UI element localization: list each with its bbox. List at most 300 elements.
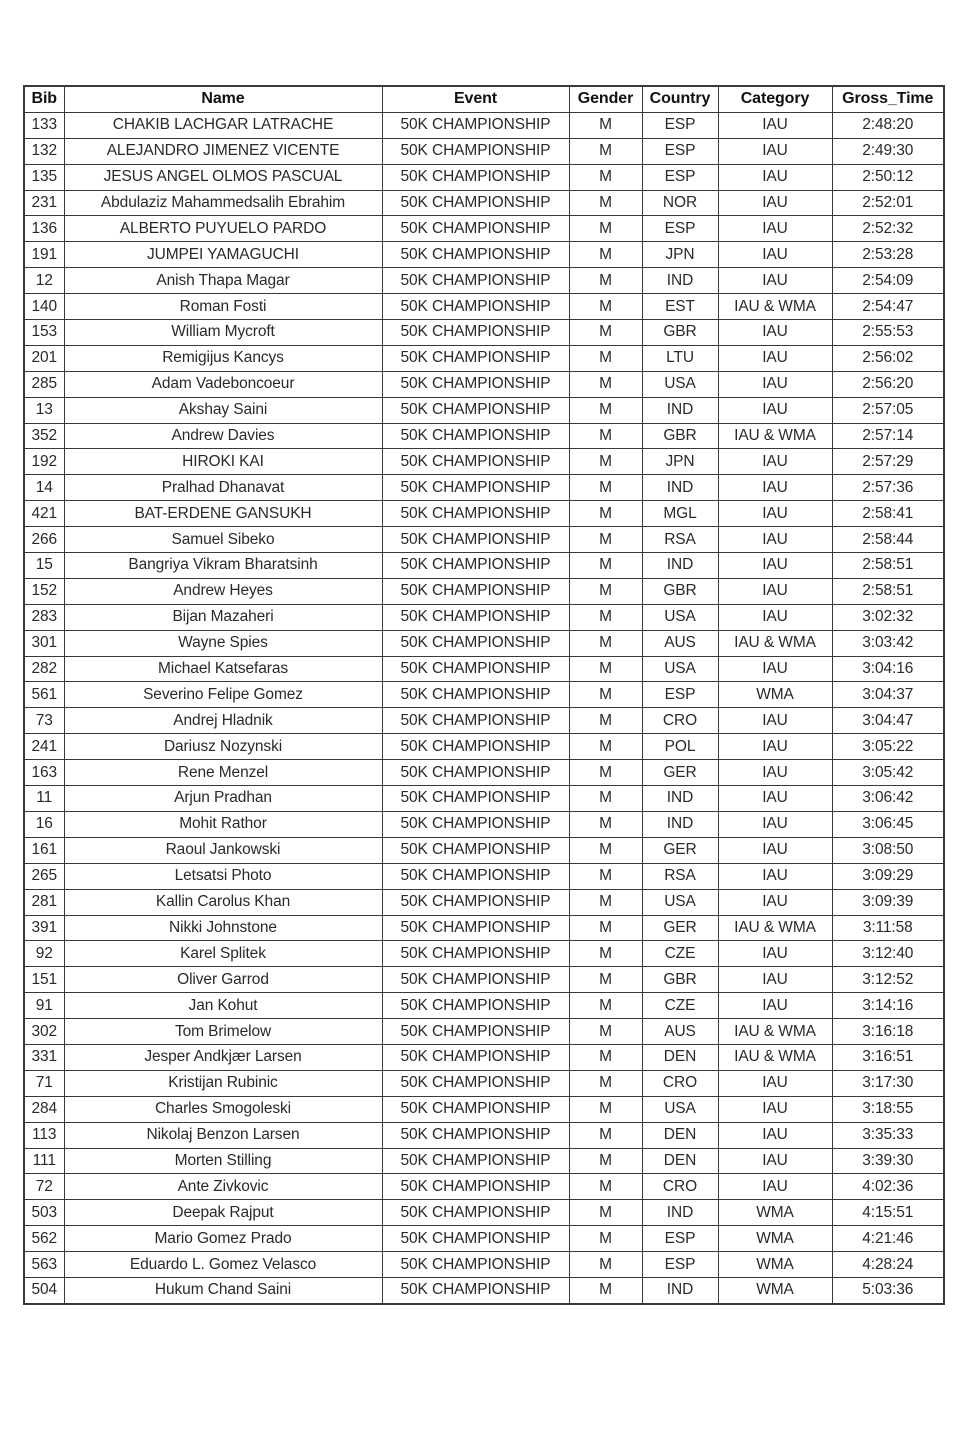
country-cell: JPN [642, 449, 718, 475]
table-row [24, 760, 944, 786]
column-header-name: Name [64, 86, 382, 112]
country-cell: AUS [642, 630, 718, 656]
table-row [24, 915, 944, 941]
gross-time-cell: 3:35:33 [832, 1122, 944, 1148]
table-row [24, 190, 944, 216]
gross-time-cell: 3:09:39 [832, 889, 944, 915]
country-cell: POL [642, 734, 718, 760]
category-cell: IAU [718, 1096, 832, 1122]
bib-cell: 71 [24, 1070, 64, 1096]
event-cell: 50K CHAMPIONSHIP [382, 1200, 569, 1226]
country-cell: ESP [642, 164, 718, 190]
bib-cell: 421 [24, 501, 64, 527]
table-row [24, 811, 944, 837]
event-cell: 50K CHAMPIONSHIP [382, 527, 569, 553]
category-cell: IAU [718, 449, 832, 475]
category-cell: IAU [718, 811, 832, 837]
event-cell: 50K CHAMPIONSHIP [382, 1174, 569, 1200]
country-cell: DEN [642, 1148, 718, 1174]
name-cell: Remigijus Kancys [64, 345, 382, 371]
country-cell: JPN [642, 242, 718, 268]
country-cell: IND [642, 786, 718, 812]
bib-cell: 391 [24, 915, 64, 941]
gender-cell: M [569, 1122, 642, 1148]
name-cell: Charles Smogoleski [64, 1096, 382, 1122]
table-row [24, 708, 944, 734]
event-cell: 50K CHAMPIONSHIP [382, 423, 569, 449]
table-row [24, 449, 944, 475]
gender-cell: M [569, 578, 642, 604]
category-cell: IAU & WMA [718, 630, 832, 656]
name-cell: Samuel Sibeko [64, 527, 382, 553]
country-cell: NOR [642, 190, 718, 216]
category-cell: IAU [718, 941, 832, 967]
table-row [24, 630, 944, 656]
gender-cell: M [569, 1044, 642, 1070]
gross-time-cell: 3:05:22 [832, 734, 944, 760]
name-cell: Letsatsi Photo [64, 863, 382, 889]
category-cell: IAU & WMA [718, 294, 832, 320]
gender-cell: M [569, 1148, 642, 1174]
category-cell: IAU [718, 1122, 832, 1148]
name-cell: HIROKI KAI [64, 449, 382, 475]
event-cell: 50K CHAMPIONSHIP [382, 604, 569, 630]
event-cell: 50K CHAMPIONSHIP [382, 268, 569, 294]
name-cell: Anish Thapa Magar [64, 268, 382, 294]
table-row [24, 889, 944, 915]
table-row [24, 527, 944, 553]
bib-cell: 302 [24, 1019, 64, 1045]
gender-cell: M [569, 242, 642, 268]
gross-time-cell: 3:16:51 [832, 1044, 944, 1070]
event-cell: 50K CHAMPIONSHIP [382, 1070, 569, 1096]
country-cell: IND [642, 811, 718, 837]
gender-cell: M [569, 889, 642, 915]
bib-cell: 12 [24, 268, 64, 294]
name-cell: Mario Gomez Prado [64, 1226, 382, 1252]
category-cell: IAU [718, 837, 832, 863]
country-cell: USA [642, 604, 718, 630]
country-cell: EST [642, 294, 718, 320]
table-row [24, 967, 944, 993]
table-row [24, 578, 944, 604]
gross-time-cell: 3:17:30 [832, 1070, 944, 1096]
event-cell: 50K CHAMPIONSHIP [382, 811, 569, 837]
gender-cell: M [569, 1070, 642, 1096]
event-cell: 50K CHAMPIONSHIP [382, 630, 569, 656]
gender-cell: M [569, 371, 642, 397]
event-cell: 50K CHAMPIONSHIP [382, 760, 569, 786]
table-row [24, 682, 944, 708]
country-cell: ESP [642, 112, 718, 138]
gross-time-cell: 2:58:51 [832, 578, 944, 604]
name-cell: Michael Katsefaras [64, 656, 382, 682]
table-row [24, 1044, 944, 1070]
event-cell: 50K CHAMPIONSHIP [382, 190, 569, 216]
event-cell: 50K CHAMPIONSHIP [382, 656, 569, 682]
gross-time-cell: 2:58:44 [832, 527, 944, 553]
table-row [24, 164, 944, 190]
gender-cell: M [569, 630, 642, 656]
event-cell: 50K CHAMPIONSHIP [382, 449, 569, 475]
table-row [24, 941, 944, 967]
name-cell: JESUS ANGEL OLMOS PASCUAL [64, 164, 382, 190]
country-cell: USA [642, 371, 718, 397]
event-cell: 50K CHAMPIONSHIP [382, 1148, 569, 1174]
bib-cell: 135 [24, 164, 64, 190]
category-cell: IAU [718, 863, 832, 889]
gender-cell: M [569, 475, 642, 501]
event-cell: 50K CHAMPIONSHIP [382, 553, 569, 579]
results-table [23, 85, 945, 1305]
table-row [24, 371, 944, 397]
bib-cell: 503 [24, 1200, 64, 1226]
table-row [24, 1148, 944, 1174]
event-cell: 50K CHAMPIONSHIP [382, 501, 569, 527]
table-row [24, 268, 944, 294]
category-cell: IAU [718, 993, 832, 1019]
gross-time-cell: 3:05:42 [832, 760, 944, 786]
category-cell: IAU [718, 527, 832, 553]
name-cell: Mohit Rathor [64, 811, 382, 837]
name-cell: Ante Zivkovic [64, 1174, 382, 1200]
event-cell: 50K CHAMPIONSHIP [382, 1122, 569, 1148]
event-cell: 50K CHAMPIONSHIP [382, 1044, 569, 1070]
gross-time-cell: 3:04:37 [832, 682, 944, 708]
name-cell: Dariusz Nozynski [64, 734, 382, 760]
gross-time-cell: 2:54:47 [832, 294, 944, 320]
results-sheet [23, 85, 943, 1305]
table-row [24, 1252, 944, 1278]
country-cell: DEN [642, 1122, 718, 1148]
country-cell: MGL [642, 501, 718, 527]
bib-cell: 281 [24, 889, 64, 915]
gender-cell: M [569, 837, 642, 863]
event-cell: 50K CHAMPIONSHIP [382, 1019, 569, 1045]
bib-cell: 331 [24, 1044, 64, 1070]
gross-time-cell: 2:56:02 [832, 345, 944, 371]
category-cell: IAU [718, 708, 832, 734]
table-row [24, 423, 944, 449]
name-cell: Severino Felipe Gomez [64, 682, 382, 708]
gross-time-cell: 3:12:40 [832, 941, 944, 967]
table-row [24, 604, 944, 630]
bib-cell: 562 [24, 1226, 64, 1252]
gross-time-cell: 4:15:51 [832, 1200, 944, 1226]
gross-time-cell: 3:09:29 [832, 863, 944, 889]
name-cell: JUMPEI YAMAGUCHI [64, 242, 382, 268]
gender-cell: M [569, 915, 642, 941]
gender-cell: M [569, 993, 642, 1019]
bib-cell: 163 [24, 760, 64, 786]
bib-cell: 504 [24, 1277, 64, 1303]
gross-time-cell: 2:56:20 [832, 371, 944, 397]
gross-time-cell: 3:11:58 [832, 915, 944, 941]
gross-time-cell: 2:48:20 [832, 112, 944, 138]
event-cell: 50K CHAMPIONSHIP [382, 708, 569, 734]
category-cell: IAU [718, 1174, 832, 1200]
category-cell: IAU [718, 397, 832, 423]
category-cell: IAU [718, 553, 832, 579]
name-cell: Jesper Andkjær Larsen [64, 1044, 382, 1070]
gross-time-cell: 3:08:50 [832, 837, 944, 863]
category-cell: IAU [718, 475, 832, 501]
table-row [24, 993, 944, 1019]
gross-time-cell: 4:28:24 [832, 1252, 944, 1278]
gender-cell: M [569, 863, 642, 889]
country-cell: DEN [642, 1044, 718, 1070]
table-row [24, 320, 944, 346]
bib-cell: 11 [24, 786, 64, 812]
name-cell: Deepak Rajput [64, 1200, 382, 1226]
gender-cell: M [569, 1096, 642, 1122]
gross-time-cell: 3:04:47 [832, 708, 944, 734]
table-row [24, 786, 944, 812]
event-cell: 50K CHAMPIONSHIP [382, 734, 569, 760]
gender-cell: M [569, 1174, 642, 1200]
gender-cell: M [569, 811, 642, 837]
bib-cell: 111 [24, 1148, 64, 1174]
category-cell: IAU [718, 268, 832, 294]
bib-cell: 231 [24, 190, 64, 216]
country-cell: GBR [642, 423, 718, 449]
event-cell: 50K CHAMPIONSHIP [382, 1252, 569, 1278]
bib-cell: 113 [24, 1122, 64, 1148]
bib-cell: 285 [24, 371, 64, 397]
gender-cell: M [569, 656, 642, 682]
country-cell: GBR [642, 967, 718, 993]
gross-time-cell: 2:57:05 [832, 397, 944, 423]
bib-cell: 284 [24, 1096, 64, 1122]
event-cell: 50K CHAMPIONSHIP [382, 397, 569, 423]
category-cell: IAU [718, 786, 832, 812]
gross-time-cell: 2:53:28 [832, 242, 944, 268]
country-cell: RSA [642, 863, 718, 889]
table-row [24, 656, 944, 682]
gross-time-cell: 2:54:09 [832, 268, 944, 294]
country-cell: CRO [642, 1174, 718, 1200]
table-row [24, 1277, 944, 1303]
results-body [24, 112, 944, 1303]
bib-cell: 191 [24, 242, 64, 268]
event-cell: 50K CHAMPIONSHIP [382, 967, 569, 993]
name-cell: Roman Fosti [64, 294, 382, 320]
bib-cell: 352 [24, 423, 64, 449]
table-row [24, 553, 944, 579]
name-cell: Oliver Garrod [64, 967, 382, 993]
gross-time-cell: 2:55:53 [832, 320, 944, 346]
country-cell: CRO [642, 708, 718, 734]
event-cell: 50K CHAMPIONSHIP [382, 475, 569, 501]
category-cell: IAU [718, 138, 832, 164]
gross-time-cell: 3:04:16 [832, 656, 944, 682]
country-cell: GER [642, 837, 718, 863]
event-cell: 50K CHAMPIONSHIP [382, 1226, 569, 1252]
category-cell: WMA [718, 1200, 832, 1226]
gross-time-cell: 3:18:55 [832, 1096, 944, 1122]
name-cell: Bangriya Vikram Bharatsinh [64, 553, 382, 579]
event-cell: 50K CHAMPIONSHIP [382, 889, 569, 915]
event-cell: 50K CHAMPIONSHIP [382, 941, 569, 967]
gender-cell: M [569, 112, 642, 138]
table-row [24, 294, 944, 320]
gross-time-cell: 3:03:42 [832, 630, 944, 656]
gender-cell: M [569, 345, 642, 371]
event-cell: 50K CHAMPIONSHIP [382, 345, 569, 371]
country-cell: CZE [642, 941, 718, 967]
table-row [24, 1174, 944, 1200]
category-cell: IAU [718, 734, 832, 760]
country-cell: GER [642, 915, 718, 941]
event-cell: 50K CHAMPIONSHIP [382, 371, 569, 397]
gender-cell: M [569, 1277, 642, 1303]
country-cell: AUS [642, 1019, 718, 1045]
country-cell: GER [642, 760, 718, 786]
bib-cell: 265 [24, 863, 64, 889]
name-cell: Andrej Hladnik [64, 708, 382, 734]
category-cell: IAU [718, 760, 832, 786]
name-cell: Nikki Johnstone [64, 915, 382, 941]
event-cell: 50K CHAMPIONSHIP [382, 578, 569, 604]
event-cell: 50K CHAMPIONSHIP [382, 112, 569, 138]
name-cell: Wayne Spies [64, 630, 382, 656]
name-cell: Akshay Saini [64, 397, 382, 423]
gender-cell: M [569, 423, 642, 449]
gross-time-cell: 5:03:36 [832, 1277, 944, 1303]
table-row [24, 1019, 944, 1045]
name-cell: Bijan Mazaheri [64, 604, 382, 630]
country-cell: IND [642, 268, 718, 294]
category-cell: IAU [718, 190, 832, 216]
gender-cell: M [569, 320, 642, 346]
category-cell: IAU & WMA [718, 915, 832, 941]
table-row [24, 475, 944, 501]
name-cell: Jan Kohut [64, 993, 382, 1019]
gender-cell: M [569, 268, 642, 294]
table-row [24, 1070, 944, 1096]
event-cell: 50K CHAMPIONSHIP [382, 164, 569, 190]
gender-cell: M [569, 216, 642, 242]
gross-time-cell: 3:39:30 [832, 1148, 944, 1174]
category-cell: IAU [718, 1070, 832, 1096]
bib-cell: 266 [24, 527, 64, 553]
category-cell: IAU [718, 345, 832, 371]
category-cell: IAU [718, 501, 832, 527]
name-cell: Kristijan Rubinic [64, 1070, 382, 1096]
bib-cell: 133 [24, 112, 64, 138]
event-cell: 50K CHAMPIONSHIP [382, 138, 569, 164]
event-cell: 50K CHAMPIONSHIP [382, 320, 569, 346]
event-cell: 50K CHAMPIONSHIP [382, 1277, 569, 1303]
category-cell: WMA [718, 1252, 832, 1278]
category-cell: IAU [718, 889, 832, 915]
name-cell: Eduardo L. Gomez Velasco [64, 1252, 382, 1278]
column-header-gross-time: Gross_Time [832, 86, 944, 112]
table-row [24, 501, 944, 527]
category-cell: IAU & WMA [718, 1019, 832, 1045]
country-cell: CZE [642, 993, 718, 1019]
event-cell: 50K CHAMPIONSHIP [382, 294, 569, 320]
gross-time-cell: 2:57:36 [832, 475, 944, 501]
name-cell: ALBERTO PUYUELO PARDO [64, 216, 382, 242]
category-cell: IAU [718, 1148, 832, 1174]
bib-cell: 201 [24, 345, 64, 371]
country-cell: USA [642, 889, 718, 915]
gross-time-cell: 2:52:01 [832, 190, 944, 216]
category-cell: IAU & WMA [718, 1044, 832, 1070]
gender-cell: M [569, 682, 642, 708]
category-cell: IAU [718, 112, 832, 138]
table-row [24, 1122, 944, 1148]
table-row [24, 345, 944, 371]
bib-cell: 192 [24, 449, 64, 475]
country-cell: ESP [642, 216, 718, 242]
name-cell: Arjun Pradhan [64, 786, 382, 812]
bib-cell: 153 [24, 320, 64, 346]
bib-cell: 136 [24, 216, 64, 242]
name-cell: ALEJANDRO JIMENEZ VICENTE [64, 138, 382, 164]
bib-cell: 92 [24, 941, 64, 967]
gross-time-cell: 3:16:18 [832, 1019, 944, 1045]
bib-cell: 14 [24, 475, 64, 501]
country-cell: IND [642, 397, 718, 423]
name-cell: BAT-ERDENE GANSUKH [64, 501, 382, 527]
gross-time-cell: 4:02:36 [832, 1174, 944, 1200]
bib-cell: 301 [24, 630, 64, 656]
table-row [24, 112, 944, 138]
table-row [24, 397, 944, 423]
gender-cell: M [569, 164, 642, 190]
name-cell: Andrew Davies [64, 423, 382, 449]
name-cell: William Mycroft [64, 320, 382, 346]
event-cell: 50K CHAMPIONSHIP [382, 993, 569, 1019]
table-row [24, 242, 944, 268]
category-cell: WMA [718, 682, 832, 708]
bib-cell: 91 [24, 993, 64, 1019]
table-row [24, 1096, 944, 1122]
name-cell: Raoul Jankowski [64, 837, 382, 863]
gender-cell: M [569, 1200, 642, 1226]
country-cell: USA [642, 656, 718, 682]
gender-cell: M [569, 1226, 642, 1252]
gender-cell: M [569, 397, 642, 423]
name-cell: Tom Brimelow [64, 1019, 382, 1045]
column-header-category: Category [718, 86, 832, 112]
gross-time-cell: 2:49:30 [832, 138, 944, 164]
bib-cell: 283 [24, 604, 64, 630]
name-cell: Pralhad Dhanavat [64, 475, 382, 501]
bib-cell: 15 [24, 553, 64, 579]
name-cell: Abdulaziz Mahammedsalih Ebrahim [64, 190, 382, 216]
bib-cell: 132 [24, 138, 64, 164]
gender-cell: M [569, 760, 642, 786]
category-cell: IAU [718, 320, 832, 346]
gross-time-cell: 3:06:42 [832, 786, 944, 812]
table-row [24, 216, 944, 242]
column-header-country: Country [642, 86, 718, 112]
table-row [24, 734, 944, 760]
table-row [24, 138, 944, 164]
gross-time-cell: 4:21:46 [832, 1226, 944, 1252]
country-cell: USA [642, 1096, 718, 1122]
bib-cell: 151 [24, 967, 64, 993]
name-cell: Andrew Heyes [64, 578, 382, 604]
gross-time-cell: 3:02:32 [832, 604, 944, 630]
gender-cell: M [569, 1252, 642, 1278]
name-cell: Hukum Chand Saini [64, 1277, 382, 1303]
country-cell: LTU [642, 345, 718, 371]
header-row [24, 86, 944, 112]
